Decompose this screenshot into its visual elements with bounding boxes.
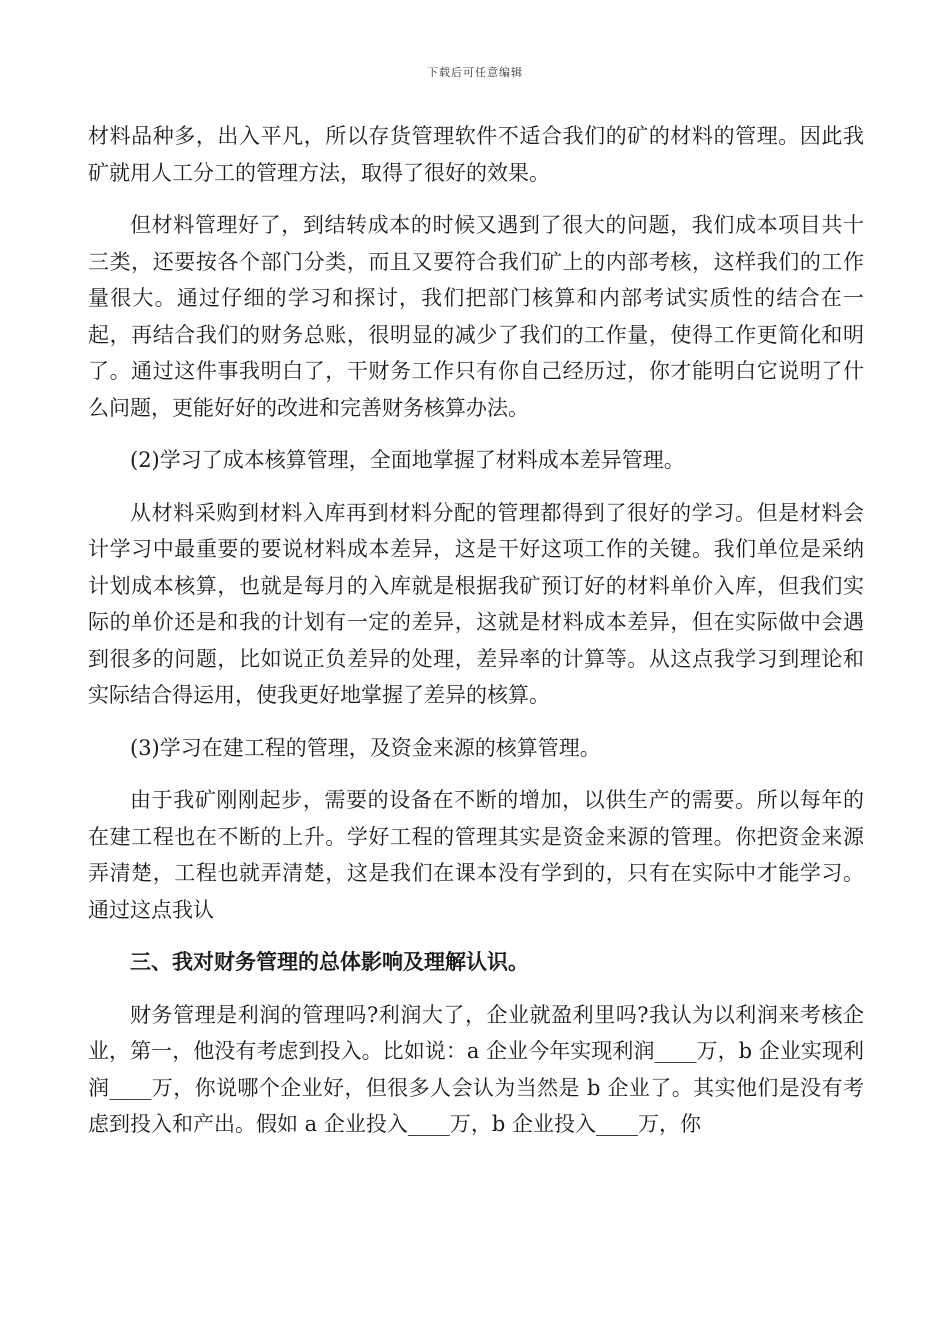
paragraph-6: 由于我矿刚刚起步，需要的设备在不断的增加，以供生产的需要。所以每年的在建工程也在不断的上升。学好工程的管理其实是资金来源的管理。你把资金来源弄清楚，工程也就弄清楚，这是我们在课本没有学到的，只有在实际中才能学习。通过这点我认 <box>88 788 864 922</box>
paragraph-8: 财务管理是利润的管理吗?利润大了，企业就盈利里吗?我认为以利润来考核企业，第一，他没有考虑到投入。比如说：a 企业今年实现利润____万，b 企业实现利润____万，你说哪个企业好，但很多人会认为当然是 b 企业了。其实他们是没有考虑到投入和产出。假如 a 企业投入____万，b 企业投入____万，你 <box>88 1002 864 1136</box>
paragraph-4: 从材料采购到材料入库再到材料分配的管理都得到了很好的学习。但是材料会计学习中最重要的要说材料成本差异，这是干好这项工作的关键。我们单位是采纳计划成本核算，也就是每月的入库就是根据我矿预订好的材料单价入库，但我们实际的单价还是和我的计划有一定的差异，这就是材料成本差异，但在实际做中会遇到很多的问题，比如说正负差异的处理，差异率的计算等。从这点我学习到理论和实际结合得运用，使我更好地掌握了差异的核算。 <box>88 500 864 707</box>
paragraph-3-subheading: (2)学习了成本核算管理，全面地掌握了材料成本差异管理。 <box>130 448 685 472</box>
document-body <box>88 118 864 1159</box>
paragraph-1: 材料品种多，出入平凡，所以存货管理软件不适合我们的矿的材料的管理。因此我矿就用人工分工的管理方法，取得了很好的效果。 <box>88 124 864 185</box>
section-heading: 三、我对财务管理的总体影响及理解认识。 <box>130 950 529 974</box>
paragraph-5-subheading: (3)学习在建工程的管理，及资金来源的核算管理。 <box>130 735 601 760</box>
paragraph-2: 但材料管理好了，到结转成本的时候又遇到了很大的问题，我们成本项目共十三类，还要按各个部门分类，而且又要符合我们矿上的内部考核，这样我们的工作量很大。通过仔细的学习和探讨，我们把部门核算和内部考试实质性的结合在一起，再结合我们的财务总账，很明显的减少了我们的工作量，使得工作更简化和明了。通过这件事我明白了，干财务工作只有你自己经历过，你才能明白它说明了什么问题，更能好好的改进和完善财务核算办法。 <box>88 213 864 420</box>
page-header-note: 下载后可任意编辑 <box>427 66 523 79</box>
